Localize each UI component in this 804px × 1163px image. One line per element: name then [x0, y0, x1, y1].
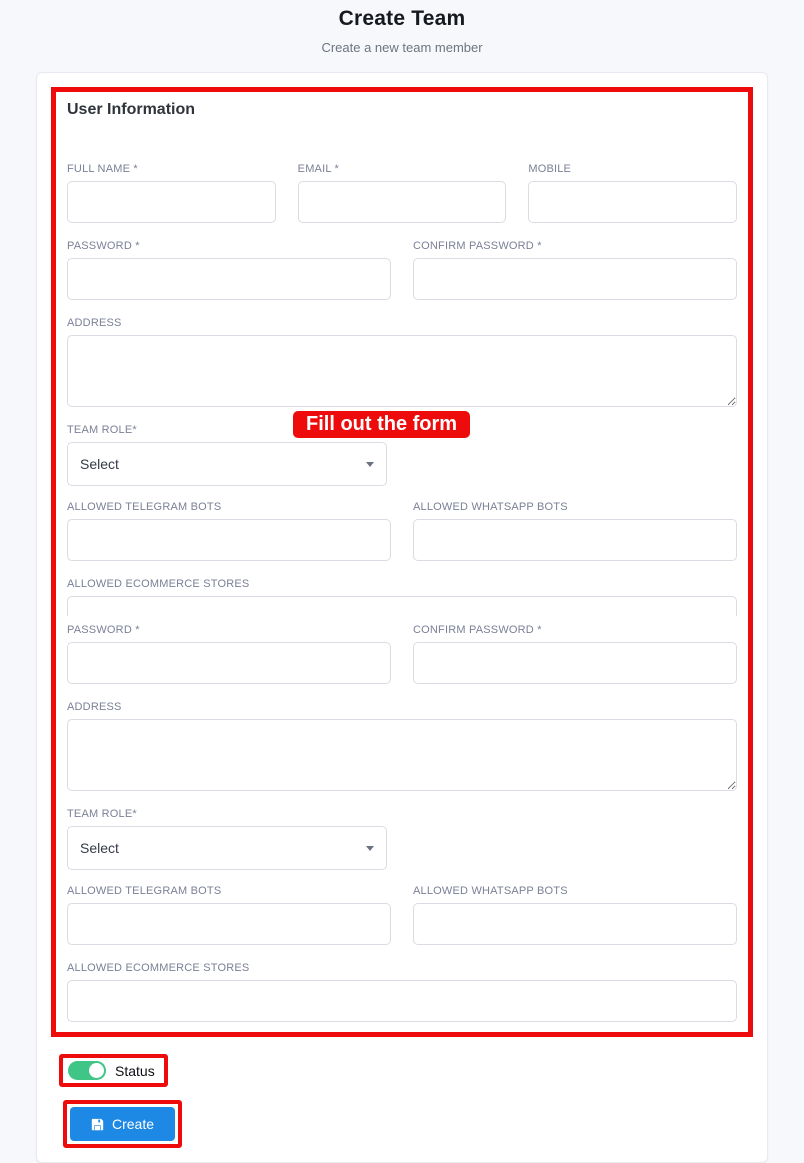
whatsapp-bots-label-2: ALLOWED WHATSAPP BOTS	[413, 885, 568, 897]
mobile-field	[528, 163, 737, 223]
address-field-2	[67, 701, 737, 791]
create-button[interactable]	[70, 1107, 175, 1141]
telegram-bots-label: ALLOWED TELEGRAM BOTS	[67, 501, 222, 513]
chevron-down-icon	[366, 846, 374, 851]
ecommerce-stores-field	[67, 578, 737, 616]
address-label-2: ADDRESS	[67, 701, 122, 713]
team-role-select-value: Select	[80, 456, 119, 472]
row-ecommerce-stores-clipped	[67, 578, 737, 616]
ecommerce-stores-input-2[interactable]	[67, 980, 737, 1022]
team-role-field-2	[67, 808, 737, 870]
confirm-password-field	[413, 240, 737, 300]
team-role-field	[67, 413, 737, 486]
user-information-form	[67, 163, 737, 1022]
row-name-email-mobile	[67, 163, 737, 223]
telegram-bots-input[interactable]	[67, 519, 391, 561]
create-button-label: Create	[112, 1116, 155, 1132]
mobile-input[interactable]	[528, 181, 737, 223]
password-input[interactable]	[67, 258, 391, 300]
email-field	[298, 163, 507, 223]
team-role-select-2[interactable]	[67, 826, 387, 870]
password-field-2	[67, 624, 391, 684]
address-textarea-2[interactable]	[67, 719, 737, 791]
full-name-label: FULL NAME *	[67, 163, 138, 175]
page-header	[0, 0, 804, 55]
team-role-select[interactable]	[67, 442, 387, 486]
password-field	[67, 240, 391, 300]
confirm-password-field-2	[413, 624, 737, 684]
fill-out-form-annotation: Fill out the form	[293, 411, 470, 438]
mobile-label: MOBILE	[528, 163, 572, 175]
row-passwords	[67, 240, 737, 300]
telegram-bots-input-2[interactable]	[67, 903, 391, 945]
status-annotation-box	[59, 1054, 168, 1087]
telegram-bots-field-2	[67, 885, 391, 945]
create-team-card	[36, 72, 768, 1163]
row-team-role-2	[67, 808, 737, 870]
password-label: PASSWORD *	[67, 240, 140, 252]
password-input-2[interactable]	[67, 642, 391, 684]
team-role-label-2: TEAM ROLE*	[67, 808, 137, 820]
ecommerce-stores-label: ALLOWED ECOMMERCE STORES	[67, 578, 250, 590]
status-toggle-knob	[89, 1063, 104, 1078]
row-allowed-bots	[67, 501, 737, 561]
telegram-bots-field	[67, 501, 391, 561]
address-textarea[interactable]	[67, 335, 737, 407]
address-label: ADDRESS	[67, 317, 122, 329]
footer-create-row	[51, 1087, 753, 1148]
confirm-password-label-2: CONFIRM PASSWORD *	[413, 624, 542, 636]
full-name-input[interactable]	[67, 181, 276, 223]
whatsapp-bots-label: ALLOWED WHATSAPP BOTS	[413, 501, 568, 513]
status-label: Status	[115, 1062, 155, 1079]
section-title: User Information	[67, 101, 196, 118]
row-address	[67, 317, 737, 407]
email-input[interactable]	[298, 181, 507, 223]
page-subtitle: Create a new team member	[321, 40, 483, 55]
user-information-section	[51, 87, 753, 1037]
confirm-password-input-2[interactable]	[413, 642, 737, 684]
confirm-password-input[interactable]	[413, 258, 737, 300]
confirm-password-label: CONFIRM PASSWORD *	[413, 240, 542, 252]
ecommerce-stores-label-2: ALLOWED ECOMMERCE STORES	[67, 962, 250, 974]
ecommerce-stores-input-clipped[interactable]	[67, 596, 737, 616]
telegram-bots-label-2: ALLOWED TELEGRAM BOTS	[67, 885, 222, 897]
email-label: EMAIL *	[297, 163, 339, 175]
row-ecommerce-stores-2	[67, 962, 737, 1022]
page-title: Create Team	[338, 7, 466, 30]
whatsapp-bots-input-2[interactable]	[413, 903, 737, 945]
whatsapp-bots-field-2	[413, 885, 737, 945]
password-label-2: PASSWORD *	[67, 624, 140, 636]
row-team-role	[67, 413, 737, 486]
create-annotation-box	[63, 1100, 182, 1148]
row-allowed-bots-2	[67, 885, 737, 945]
save-icon	[91, 1118, 104, 1131]
team-role-label: TEAM ROLE*	[67, 424, 137, 436]
team-role-select-value-2: Select	[80, 840, 119, 856]
row-passwords-2	[67, 624, 737, 684]
whatsapp-bots-input[interactable]	[413, 519, 737, 561]
full-name-field	[67, 163, 276, 223]
ecommerce-stores-field-2	[67, 962, 737, 1022]
whatsapp-bots-field	[413, 501, 737, 561]
footer-status-row	[51, 1037, 753, 1087]
row-address-2	[67, 701, 737, 791]
chevron-down-icon	[366, 462, 374, 467]
status-toggle[interactable]	[68, 1061, 106, 1080]
address-field	[67, 317, 737, 407]
